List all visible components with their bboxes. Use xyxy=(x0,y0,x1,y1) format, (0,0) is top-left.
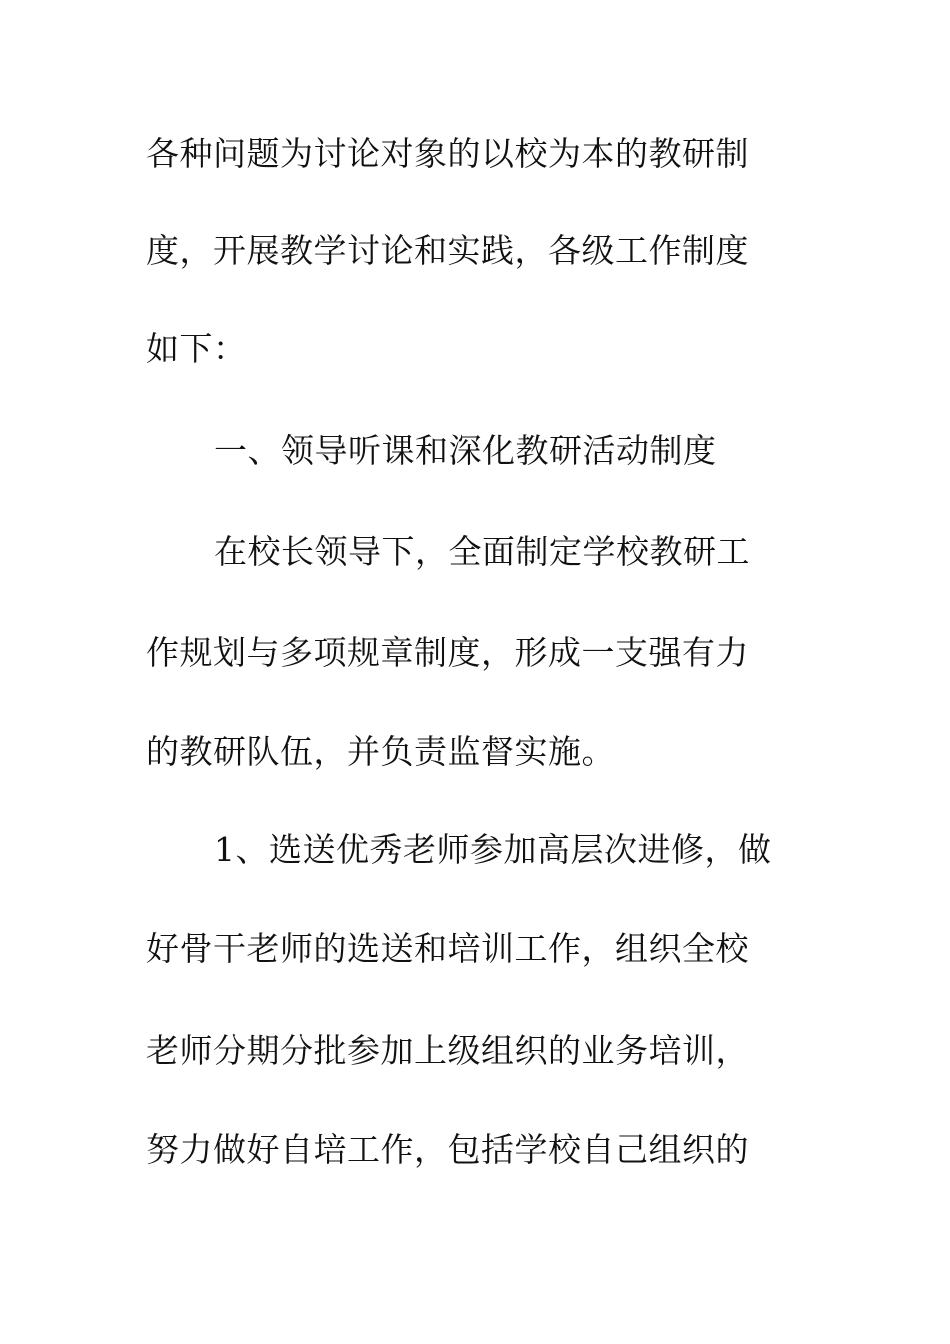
text-line-2: 度，开展教学讨论和实践，各级工作制度 xyxy=(146,231,749,270)
text-line-8: 1、选送优秀老师参加高层次进修，做 xyxy=(214,830,772,869)
text-line-7: 的教研队伍，并负责监督实施。 xyxy=(146,732,615,771)
text-line-6: 作规划与多项规章制度，形成一支强有力 xyxy=(146,633,749,672)
text-line-11: 努力做好自培工作，包括学校自己组织的 xyxy=(146,1130,749,1169)
text-line-3: 如下： xyxy=(146,329,247,368)
text-line-9: 好骨干老师的选送和培训工作，组织全校 xyxy=(146,929,749,968)
text-line-5: 在校长领导下，全面制定学校教研工 xyxy=(214,532,750,571)
section-heading: 一、领导听课和深化教研活动制度 xyxy=(214,431,717,470)
text-line-10: 老师分期分批参加上级组织的业务培训， xyxy=(146,1031,749,1070)
text-line-1: 各种问题为讨论对象的以校为本的教研制 xyxy=(146,134,749,173)
